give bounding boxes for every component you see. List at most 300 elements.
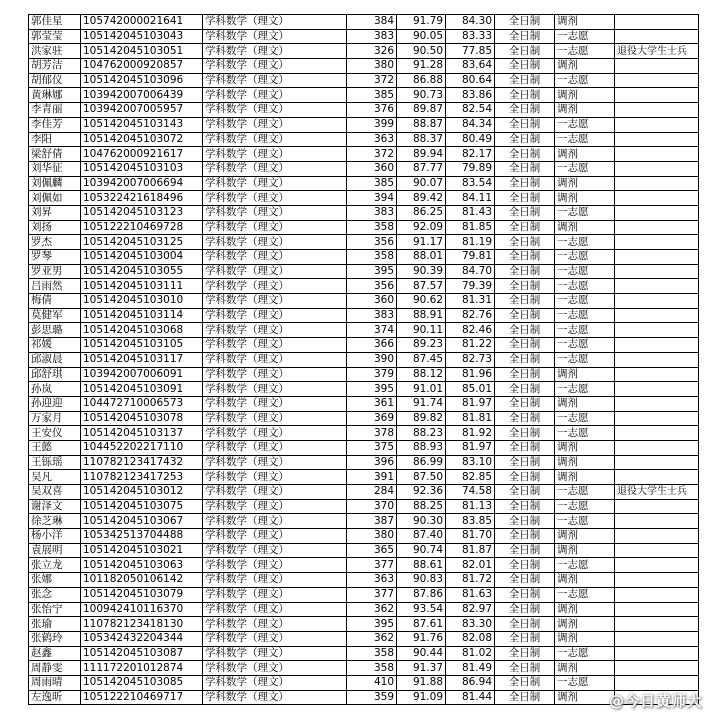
cell-study-mode: 全日制 (495, 396, 555, 411)
cell-study-mode: 全日制 (495, 617, 555, 632)
cell-study-mode: 全日制 (495, 529, 555, 544)
cell-study-mode: 全日制 (495, 205, 555, 220)
cell-retest-score: 93.54 (397, 602, 446, 617)
table-row (29, 323, 699, 338)
cell-major: 学科数学（理文） (203, 485, 347, 500)
cell-study-mode: 全日制 (495, 44, 555, 59)
cell-volunteer-type: 调剂 (555, 543, 615, 558)
cell-total-score: 81.81 (446, 411, 495, 426)
cell-volunteer-type: 调剂 (555, 220, 615, 235)
table-row (29, 176, 699, 191)
cell-name: 吕雨然 (29, 279, 81, 294)
cell-major: 学科数学（理文） (203, 338, 347, 353)
table-row (29, 631, 699, 646)
cell-study-mode: 全日制 (495, 440, 555, 455)
cell-study-mode: 全日制 (495, 117, 555, 132)
cell-note (615, 543, 699, 558)
cell-note (615, 573, 699, 588)
cell-exam-id: 105142045103075 (81, 499, 203, 514)
cell-note (615, 338, 699, 353)
table-row (29, 367, 699, 382)
cell-volunteer-type: 调剂 (555, 617, 615, 632)
cell-retest-score: 88.93 (397, 440, 446, 455)
cell-exam-id: 105142045103114 (81, 308, 203, 323)
cell-major: 学科数学（理文） (203, 646, 347, 661)
cell-note: 退役大学生士兵 (615, 485, 699, 500)
cell-major: 学科数学（理文） (203, 73, 347, 88)
cell-exam-id: 105342513704488 (81, 529, 203, 544)
cell-retest-score: 87.40 (397, 529, 446, 544)
cell-total-score: 81.72 (446, 573, 495, 588)
cell-total-score: 81.97 (446, 396, 495, 411)
table-row (29, 220, 699, 235)
cell-retest-score: 87.57 (397, 279, 446, 294)
cell-study-mode: 全日制 (495, 426, 555, 441)
cell-name: 胡芳洁 (29, 59, 81, 74)
cell-volunteer-type: 调剂 (555, 602, 615, 617)
cell-major: 学科数学（理文） (203, 514, 347, 529)
table-row (29, 15, 699, 30)
cell-study-mode: 全日制 (495, 279, 555, 294)
cell-study-mode: 全日制 (495, 250, 555, 265)
cell-major: 学科数学（理文） (203, 176, 347, 191)
cell-retest-score: 90.74 (397, 543, 446, 558)
cell-total-score: 79.81 (446, 250, 495, 265)
cell-note (615, 161, 699, 176)
table-row (29, 352, 699, 367)
cell-retest-score: 88.25 (397, 499, 446, 514)
cell-total-score: 82.17 (446, 147, 495, 162)
table-row (29, 147, 699, 162)
cell-name: 邱舒琪 (29, 367, 81, 382)
cell-major: 学科数学（理文） (203, 205, 347, 220)
cell-study-mode: 全日制 (495, 631, 555, 646)
cell-total-score: 81.92 (446, 426, 495, 441)
cell-retest-score: 88.91 (397, 308, 446, 323)
cell-volunteer-type: 一志愿 (555, 279, 615, 294)
cell-name: 张念 (29, 587, 81, 602)
cell-name: 徐芝琳 (29, 514, 81, 529)
cell-exam-id: 105142045103021 (81, 543, 203, 558)
table-row (29, 440, 699, 455)
cell-name: 孙岚 (29, 382, 81, 397)
cell-retest-score: 88.61 (397, 558, 446, 573)
cell-retest-score: 91.17 (397, 235, 446, 250)
cell-exam-id: 105142045103055 (81, 264, 203, 279)
cell-major: 学科数学（理文） (203, 411, 347, 426)
cell-name: 张瑜 (29, 617, 81, 632)
cell-major: 学科数学（理文） (203, 294, 347, 309)
cell-note (615, 15, 699, 30)
table-row (29, 29, 699, 44)
cell-note (615, 382, 699, 397)
cell-note: 退役大学生士兵 (615, 44, 699, 59)
cell-name: 刘佩麟 (29, 176, 81, 191)
cell-initial-score: 395 (347, 617, 397, 632)
table-row (29, 59, 699, 74)
cell-study-mode: 全日制 (495, 323, 555, 338)
cell-exam-id: 105142045103091 (81, 382, 203, 397)
cell-retest-score: 87.45 (397, 352, 446, 367)
cell-initial-score: 356 (347, 279, 397, 294)
cell-note (615, 264, 699, 279)
cell-major: 学科数学（理文） (203, 573, 347, 588)
cell-total-score: 81.85 (446, 220, 495, 235)
cell-exam-id: 111172201012874 (81, 661, 203, 676)
cell-exam-id: 105742000021641 (81, 15, 203, 30)
cell-initial-score: 372 (347, 73, 397, 88)
cell-total-score: 81.96 (446, 367, 495, 382)
table-row (29, 117, 699, 132)
cell-volunteer-type: 调剂 (555, 367, 615, 382)
cell-note (615, 250, 699, 265)
cell-study-mode: 全日制 (495, 220, 555, 235)
cell-total-score: 81.70 (446, 529, 495, 544)
cell-retest-score: 90.30 (397, 514, 446, 529)
cell-exam-id: 103942007005957 (81, 103, 203, 118)
cell-study-mode: 全日制 (495, 470, 555, 485)
cell-total-score: 83.64 (446, 59, 495, 74)
cell-exam-id: 105342432204344 (81, 631, 203, 646)
cell-initial-score: 365 (347, 543, 397, 558)
cell-name: 张鹤玲 (29, 631, 81, 646)
cell-exam-id: 105142045103043 (81, 29, 203, 44)
cell-volunteer-type: 调剂 (555, 470, 615, 485)
cell-total-score: 83.10 (446, 455, 495, 470)
cell-volunteer-type: 调剂 (555, 88, 615, 103)
cell-retest-score: 89.87 (397, 103, 446, 118)
cell-volunteer-type: 调剂 (555, 631, 615, 646)
cell-study-mode: 全日制 (495, 690, 555, 705)
table-row (29, 250, 699, 265)
cell-name: 吴凡 (29, 470, 81, 485)
cell-note (615, 88, 699, 103)
cell-major: 学科数学（理文） (203, 690, 347, 705)
cell-exam-id: 104472710006573 (81, 396, 203, 411)
cell-name: 洪家驻 (29, 44, 81, 59)
cell-major: 学科数学（理文） (203, 396, 347, 411)
cell-volunteer-type: 一志愿 (555, 558, 615, 573)
cell-note (615, 602, 699, 617)
cell-total-score: 80.49 (446, 132, 495, 147)
cell-total-score: 80.64 (446, 73, 495, 88)
cell-note (615, 426, 699, 441)
cell-volunteer-type: 一志愿 (555, 587, 615, 602)
cell-study-mode: 全日制 (495, 161, 555, 176)
cell-exam-id: 105142045103004 (81, 250, 203, 265)
cell-note (615, 59, 699, 74)
cell-major: 学科数学（理文） (203, 352, 347, 367)
cell-exam-id: 105142045103072 (81, 132, 203, 147)
table-row (29, 338, 699, 353)
cell-major: 学科数学（理文） (203, 117, 347, 132)
cell-name: 李青丽 (29, 103, 81, 118)
cell-volunteer-type: 调剂 (555, 690, 615, 705)
table-row (29, 308, 699, 323)
cell-retest-score: 90.73 (397, 88, 446, 103)
cell-name: 祁媛 (29, 338, 81, 353)
cell-retest-score: 86.88 (397, 73, 446, 88)
cell-volunteer-type: 调剂 (555, 455, 615, 470)
cell-major: 学科数学（理文） (203, 587, 347, 602)
cell-exam-id: 105142045103012 (81, 485, 203, 500)
cell-note (615, 103, 699, 118)
cell-volunteer-type: 一志愿 (555, 264, 615, 279)
cell-major: 学科数学（理文） (203, 147, 347, 162)
cell-name: 梁舒倩 (29, 147, 81, 162)
cell-note (615, 220, 699, 235)
cell-major: 学科数学（理文） (203, 617, 347, 632)
cell-exam-id: 105322421618496 (81, 191, 203, 206)
cell-retest-score: 90.05 (397, 29, 446, 44)
cell-exam-id: 104452202217110 (81, 440, 203, 455)
cell-name: 袁展明 (29, 543, 81, 558)
cell-initial-score: 410 (347, 675, 397, 690)
cell-initial-score: 377 (347, 558, 397, 573)
cell-major: 学科数学（理文） (203, 367, 347, 382)
cell-total-score: 81.02 (446, 646, 495, 661)
cell-initial-score: 363 (347, 132, 397, 147)
cell-exam-id: 105142045103067 (81, 514, 203, 529)
cell-exam-id: 105142045103137 (81, 426, 203, 441)
cell-note (615, 323, 699, 338)
table-row (29, 382, 699, 397)
cell-initial-score: 377 (347, 587, 397, 602)
cell-study-mode: 全日制 (495, 367, 555, 382)
table-row (29, 279, 699, 294)
cell-note (615, 294, 699, 309)
cell-note (615, 617, 699, 632)
cell-total-score: 83.86 (446, 88, 495, 103)
cell-total-score: 84.34 (446, 117, 495, 132)
cell-note (615, 279, 699, 294)
cell-initial-score: 399 (347, 117, 397, 132)
cell-study-mode: 全日制 (495, 29, 555, 44)
cell-volunteer-type: 调剂 (555, 396, 615, 411)
cell-name: 郭莹莹 (29, 29, 81, 44)
cell-study-mode: 全日制 (495, 338, 555, 353)
cell-exam-id: 105142045103051 (81, 44, 203, 59)
cell-volunteer-type: 一志愿 (555, 323, 615, 338)
cell-exam-id: 105142045103010 (81, 294, 203, 309)
cell-retest-score: 90.39 (397, 264, 446, 279)
table-row (29, 132, 699, 147)
table-row (29, 294, 699, 309)
cell-initial-score: 384 (347, 15, 397, 30)
cell-exam-id: 105142045103078 (81, 411, 203, 426)
cell-exam-id: 105122210469717 (81, 690, 203, 705)
cell-total-score: 81.13 (446, 499, 495, 514)
cell-note (615, 411, 699, 426)
cell-name: 郭佳星 (29, 15, 81, 30)
table-row (29, 88, 699, 103)
cell-initial-score: 372 (347, 147, 397, 162)
cell-initial-score: 395 (347, 382, 397, 397)
cell-note (615, 661, 699, 676)
cell-retest-score: 91.76 (397, 631, 446, 646)
cell-volunteer-type: 调剂 (555, 176, 615, 191)
table-row (29, 161, 699, 176)
table-row (29, 646, 699, 661)
cell-retest-score: 86.99 (397, 455, 446, 470)
cell-exam-id: 110782123417253 (81, 470, 203, 485)
cell-total-score: 81.19 (446, 235, 495, 250)
cell-retest-score: 87.86 (397, 587, 446, 602)
cell-name: 彭思璐 (29, 323, 81, 338)
cell-retest-score: 88.12 (397, 367, 446, 382)
cell-volunteer-type: 一志愿 (555, 338, 615, 353)
cell-study-mode: 全日制 (495, 73, 555, 88)
cell-volunteer-type: 调剂 (555, 661, 615, 676)
cell-retest-score: 90.07 (397, 176, 446, 191)
cell-total-score: 85.01 (446, 382, 495, 397)
cell-exam-id: 105142045103096 (81, 73, 203, 88)
cell-initial-score: 360 (347, 161, 397, 176)
cell-note (615, 631, 699, 646)
cell-name: 莫健军 (29, 308, 81, 323)
cell-name: 吴双喜 (29, 485, 81, 500)
cell-name: 张娜 (29, 573, 81, 588)
cell-exam-id: 105142045103125 (81, 235, 203, 250)
cell-name: 谢泽文 (29, 499, 81, 514)
cell-note (615, 455, 699, 470)
cell-study-mode: 全日制 (495, 514, 555, 529)
cell-total-score: 82.08 (446, 631, 495, 646)
cell-major: 学科数学（理文） (203, 470, 347, 485)
cell-initial-score: 356 (347, 235, 397, 250)
cell-major: 学科数学（理文） (203, 132, 347, 147)
cell-total-score: 82.54 (446, 103, 495, 118)
cell-initial-score: 385 (347, 88, 397, 103)
cell-name: 李阳 (29, 132, 81, 147)
table-row (29, 543, 699, 558)
cell-major: 学科数学（理文） (203, 279, 347, 294)
cell-major: 学科数学（理文） (203, 323, 347, 338)
cell-volunteer-type: 一志愿 (555, 426, 615, 441)
table-row (29, 44, 699, 59)
cell-note (615, 646, 699, 661)
cell-total-score: 83.33 (446, 29, 495, 44)
cell-name: 张怡宁 (29, 602, 81, 617)
cell-exam-id: 105142045103105 (81, 338, 203, 353)
table-row (29, 514, 699, 529)
cell-major: 学科数学（理文） (203, 235, 347, 250)
cell-name: 梅倩 (29, 294, 81, 309)
table-row (29, 617, 699, 632)
table-row (29, 235, 699, 250)
watermark-text: @今日黄师大 (608, 692, 702, 710)
cell-initial-score: 369 (347, 411, 397, 426)
cell-study-mode: 全日制 (495, 411, 555, 426)
cell-name: 张立龙 (29, 558, 81, 573)
cell-total-score: 82.01 (446, 558, 495, 573)
table-row (29, 470, 699, 485)
cell-note (615, 176, 699, 191)
cell-name: 左逸昕 (29, 690, 81, 705)
cell-volunteer-type: 一志愿 (555, 250, 615, 265)
cell-total-score: 81.87 (446, 543, 495, 558)
cell-total-score: 84.11 (446, 191, 495, 206)
cell-study-mode: 全日制 (495, 543, 555, 558)
cell-note (615, 73, 699, 88)
cell-study-mode: 全日制 (495, 573, 555, 588)
table-row (29, 661, 699, 676)
cell-total-score: 81.31 (446, 294, 495, 309)
cell-retest-score: 91.37 (397, 661, 446, 676)
cell-study-mode: 全日制 (495, 147, 555, 162)
cell-note (615, 117, 699, 132)
cell-study-mode: 全日制 (495, 382, 555, 397)
cell-name: 李佳芳 (29, 117, 81, 132)
cell-exam-id: 105122210469728 (81, 220, 203, 235)
cell-initial-score: 395 (347, 264, 397, 279)
cell-study-mode: 全日制 (495, 661, 555, 676)
cell-major: 学科数学（理文） (203, 529, 347, 544)
cell-major: 学科数学（理文） (203, 220, 347, 235)
cell-volunteer-type: 一志愿 (555, 411, 615, 426)
cell-study-mode: 全日制 (495, 132, 555, 147)
cell-major: 学科数学（理文） (203, 29, 347, 44)
cell-initial-score: 358 (347, 250, 397, 265)
cell-study-mode: 全日制 (495, 602, 555, 617)
cell-volunteer-type: 调剂 (555, 15, 615, 30)
cell-total-score: 81.44 (446, 690, 495, 705)
cell-initial-score: 380 (347, 529, 397, 544)
table-row (29, 602, 699, 617)
cell-retest-score: 90.62 (397, 294, 446, 309)
cell-note (615, 558, 699, 573)
cell-exam-id: 105142045103063 (81, 558, 203, 573)
cell-total-score: 82.97 (446, 602, 495, 617)
cell-initial-score: 380 (347, 59, 397, 74)
cell-total-score: 83.54 (446, 176, 495, 191)
cell-note (615, 367, 699, 382)
cell-study-mode: 全日制 (495, 103, 555, 118)
table-row (29, 573, 699, 588)
cell-major: 学科数学（理文） (203, 440, 347, 455)
cell-retest-score: 89.23 (397, 338, 446, 353)
cell-initial-score: 383 (347, 308, 397, 323)
cell-name: 王铄瑶 (29, 455, 81, 470)
cell-retest-score: 91.74 (397, 396, 446, 411)
cell-volunteer-type: 一志愿 (555, 499, 615, 514)
cell-exam-id: 103942007006694 (81, 176, 203, 191)
cell-exam-id: 105142045103111 (81, 279, 203, 294)
cell-major: 学科数学（理文） (203, 675, 347, 690)
cell-exam-id: 105142045103123 (81, 205, 203, 220)
cell-total-score: 74.58 (446, 485, 495, 500)
cell-initial-score: 379 (347, 367, 397, 382)
cell-initial-score: 366 (347, 338, 397, 353)
cell-retest-score: 89.82 (397, 411, 446, 426)
cell-exam-id: 103942007006439 (81, 88, 203, 103)
cell-exam-id: 105142045103079 (81, 587, 203, 602)
cell-retest-score: 88.23 (397, 426, 446, 441)
cell-volunteer-type: 一志愿 (555, 117, 615, 132)
cell-major: 学科数学（理文） (203, 264, 347, 279)
cell-total-score: 84.30 (446, 15, 495, 30)
cell-major: 学科数学（理文） (203, 543, 347, 558)
cell-volunteer-type: 一志愿 (555, 382, 615, 397)
cell-initial-score: 362 (347, 602, 397, 617)
cell-major: 学科数学（理文） (203, 250, 347, 265)
cell-note (615, 396, 699, 411)
cell-initial-score: 376 (347, 103, 397, 118)
cell-study-mode: 全日制 (495, 455, 555, 470)
cell-study-mode: 全日制 (495, 264, 555, 279)
cell-name: 刘扬 (29, 220, 81, 235)
cell-exam-id: 105142045103143 (81, 117, 203, 132)
